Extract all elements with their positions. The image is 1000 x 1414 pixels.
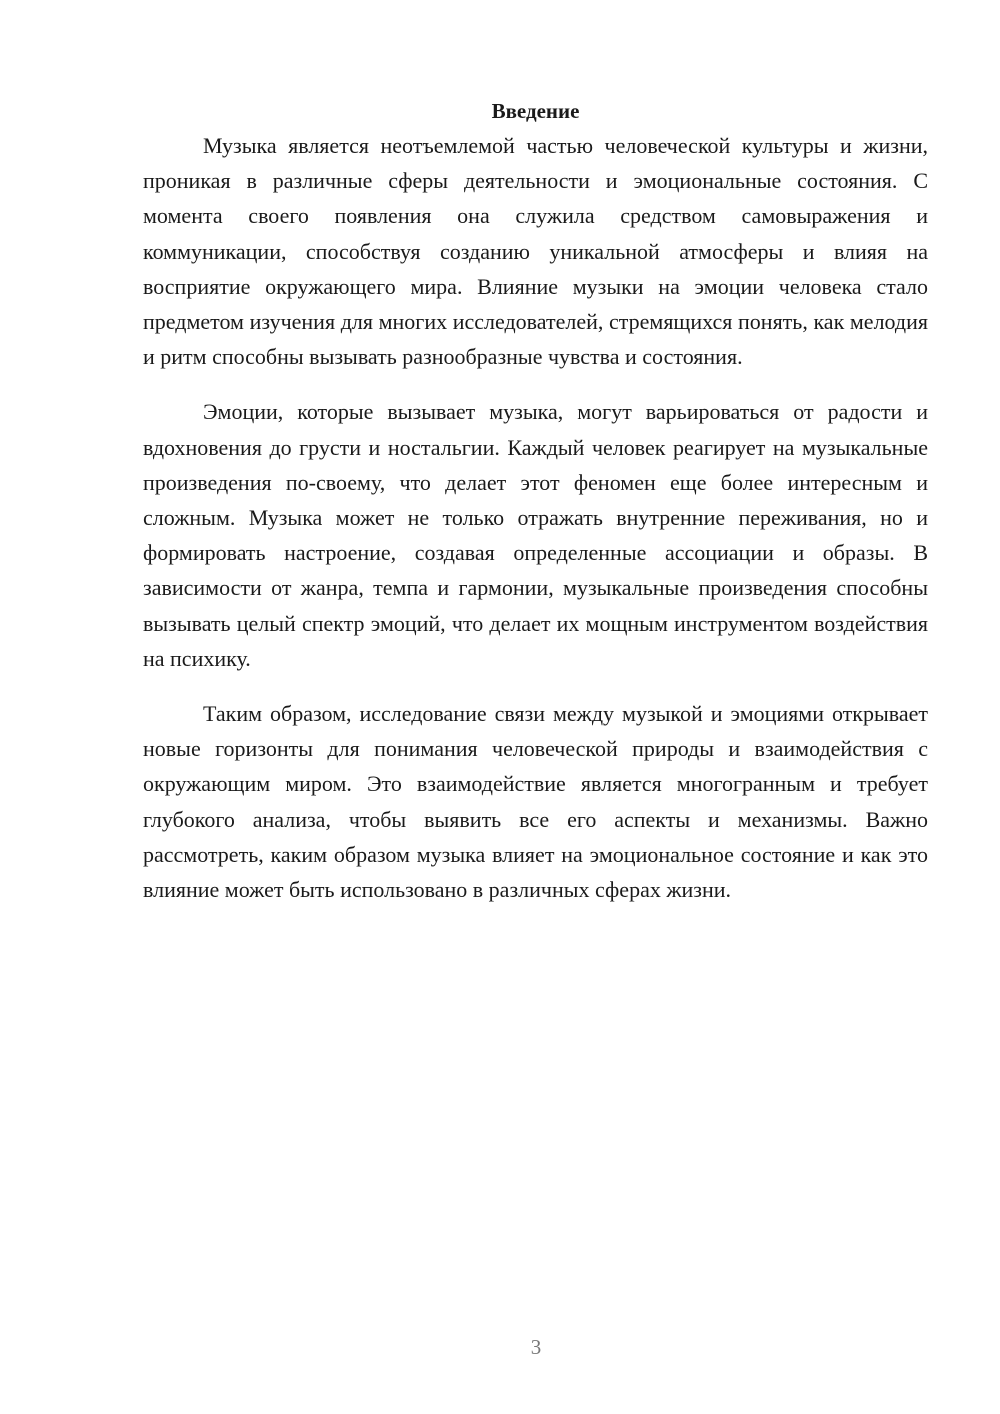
page-content [143,94,928,907]
page-number: 3 [530,1335,542,1359]
paragraph-3: Таким образом, исследование связи между музыкой и эмоциями открывает новые горизонты для понимания человеческой природы и взаимодействия с окружающим миром. Это взаимодействие является многогранным и требует глубокого анализа, чтобы выявить все его аспекты и механизмы. Важно рассмотреть, каким образом музыка влияет на эмоциональное состояние и как это влияние может быть использовано в различных сферах жизни. [143,701,928,903]
paragraph-1: Музыка является неотъемлемой частью человеческой культуры и жизни, проникая в различные сферы деятельности и эмоциональные состояния. С момента своего появления она служила средством самовыражения и коммуникации, способствуя созданию уникальной атмосферы и влияя на восприятие окружающего мира. Влияние музыки на эмоции человека стало предметом изучения для многих исследователей, стремящихся понять, как мелодия и ритм способны вызывать разнообразные чувства и состояния. [143,133,928,370]
paragraph-2: Эмоции, которые вызывает музыка, могут варьироваться от радости и вдохновения до грусти и ностальгии. Каждый человек реагирует на музыкальные произведения по-своему, что делает этот феномен еще более интересным и сложным. Музыка может не только отражать внутренние переживания, но и формировать настроение, создавая определенные ассоциации и образы. В зависимости от жанра, темпа и гармонии, музыкальные произведения способны вызывать целый спектр эмоций, что делает их мощным инструментом воздействия на психику. [143,399,928,671]
section-title: Введение [491,99,580,123]
